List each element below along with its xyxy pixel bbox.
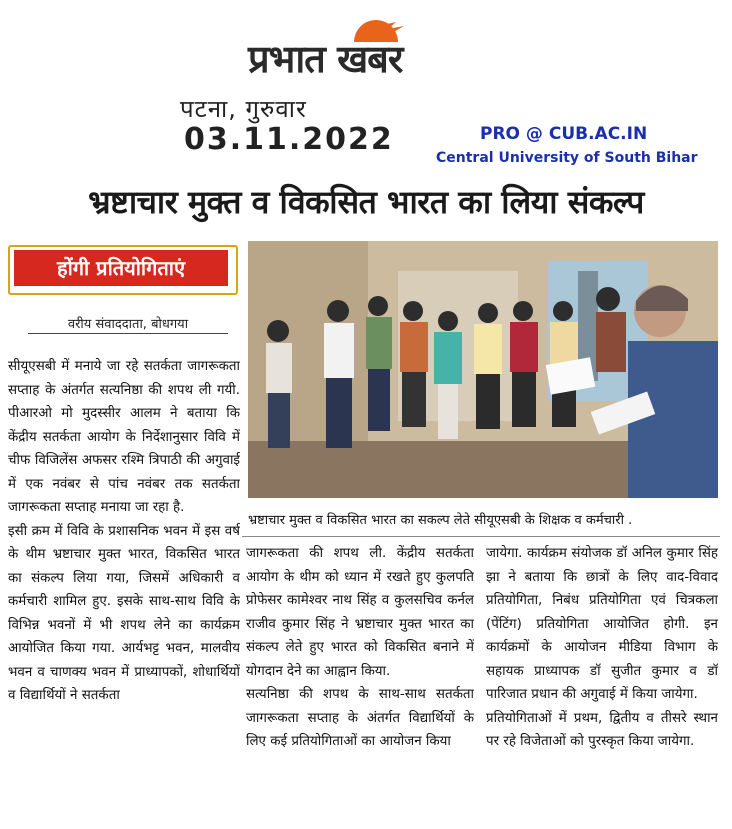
photo-caption: भ्रष्टाचार मुक्त व विकसित भारत का सकल्प लेते सीयूएसबी के शिक्षक व कर्मचारी .	[248, 513, 633, 528]
pro-watermark: PRO @ CUB.AC.IN	[480, 124, 648, 144]
dateline-city: पटना, गुरुवार	[180, 95, 307, 123]
article-headline: भ्रष्टाचार मुक्त व विकसित भारत का लिया संकल्प	[88, 183, 644, 221]
section-tag-label: होंगी प्रतियोगिताएं	[14, 250, 228, 286]
university-watermark: Central University of South Bihar	[436, 150, 698, 166]
article-column-3: जायेगा. कार्यक्रम संयोजक डॉ अनिल कुमार सिंह झा ने बताया कि छात्रों के लिए वाद-विवाद प्रतियोगिता, निबंध प्रतियोगिता एवं चित्रकला (पेंटिंग) प्रतियोगिता आयोजित होगी. इन कार्यक्रमों के आयोजन मीडिया विभाग के सहायक प्राध्यापक डॉ सुजीत कुमार व डॉ पारिजात प्रधान की अगुवाई में किया जायेगा. प्रतियोगिताओं में प्रथम, द्वितीय व तीसरे स्थान पर रहे विजेताओं को पुरस्कृत किया जायेगा.	[486, 546, 718, 749]
masthead-title: प्रभात खबर	[248, 36, 403, 81]
dateline-date: 03.11.2022	[184, 122, 394, 157]
caption-divider	[242, 536, 720, 537]
newspaper-masthead	[232, 18, 502, 80]
news-photo	[248, 241, 718, 498]
byline: वरीय संवाददाता, बोधगया	[67, 317, 189, 332]
byline-underline	[28, 333, 228, 334]
group-pledge-photo-illustration	[248, 241, 718, 498]
article-column-1: सीयूएसबी में मनाये जा रहे सतर्कता जागरूकता सप्ताह के अंतर्गत सत्यनिष्ठा की शपथ ली गयी. पीआरओ मो मुदस्सीर आलम ने बताया कि केंद्रीय सतर्कता आयोग के निर्देशानुसार विवि में चीफ विजिलेंस अफसर रश्मि त्रिपाठी की अगुवाई में एक नवंबर से पांच नवंबर तक सतर्कता जागरूकता सप्ताह मनाया जा रहा है. इसी क्रम में विवि के प्रशासनिक भवन में इस वर्ष के थीम भ्रष्टाचार मुक्त भारत, विकसित भारत का संकल्प लिया गया, जिसमें अधिकारी व कर्मचारी शामिल हुए. इसके साथ-साथ विवि के विभिन्न भवनों में भी शपथ लेने का कार्यक्रम आयोजित किया गया. आर्यभट्ट भवन, मालवीय भवन व चाणक्य भवन में प्राध्यापकों, शोधार्थियों व विद्यार्थियों ने सतर्कता	[8, 359, 240, 703]
article-column-2: जागरूकता की शपथ ली. केंद्रीय सतर्कता आयोग के थीम को ध्यान में रखते हुए कुलपति प्रोफेसर कामेश्वर नाथ सिंह व कुलसचिव कर्नल राजीव कुमार सिंह ने भ्रष्टाचार मुक्त भारत का संकल्प लेते हुए भारत को विकसित बनाने में योगदान देने का आह्वान किया. सत्यनिष्ठा की शपथ के साथ-साथ सतर्कता जागरूकता सप्ताह के अंतर्गत विद्यार्थियों के लिए कई प्रतियोगिताओं का आयोजन किया	[246, 546, 474, 749]
section-tag	[8, 245, 236, 293]
